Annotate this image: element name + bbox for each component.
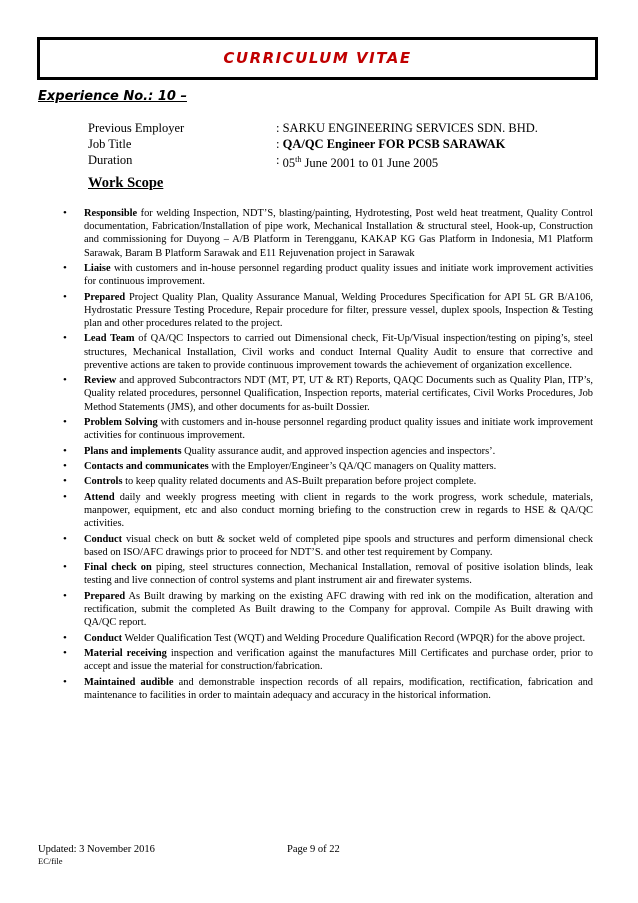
job-title-label: Job Title: [88, 137, 132, 151]
bullet-icon: •: [63, 475, 67, 488]
work-scope-item-lead: Attend: [84, 491, 115, 503]
work-scope-item-lead: Liaise: [84, 263, 111, 274]
work-scope-item-lead: Controls: [84, 476, 123, 488]
work-scope-item: [63, 561, 593, 587]
cv-title-banner: [37, 37, 598, 80]
work-scope-item-text: and demonstrable inspection records of all repairs, modification, rectification, fabrication and maintenance to facilities in order to maintain adequacy and accuracy in the historical information.: [84, 676, 593, 701]
work-scope-item: [63, 632, 593, 645]
bullet-icon: •: [63, 207, 67, 219]
duration-rest: June 2001 to 01 June 2005: [301, 156, 439, 171]
bullet-icon: •: [63, 415, 67, 428]
duration-day: 05: [282, 156, 296, 171]
work-scope-item-lead: Plans and implements: [84, 445, 182, 457]
bullet-icon: •: [63, 646, 67, 659]
cv-title: CURRICULUM VITAE: [223, 49, 412, 67]
work-scope-item-text: for welding Inspection, NDT’S, blasting/painting, Hydrotesting, Post weld heat treatment, Quality Control documentation, Fabrication/Installation of pipe work, Mechanical Installation & structural steel, Hook-up, Construction and commissioning for Duyong – A/B Platform in Terengganu, KAKAP KG Gas Platform in Indonesia, M1 Platform Sarawak, Baram B Platform Sarawak and E11 Rejuvenation project in Sarawak: [84, 208, 593, 259]
employment-info: [88, 120, 538, 171]
work-scope-item-lead: Material receiving: [84, 647, 167, 659]
duration-label: Duration: [88, 153, 133, 167]
bullet-icon: •: [63, 589, 67, 602]
employer-sep: :: [276, 121, 283, 135]
work-scope-item-text: and approved Subcontractors NDT (MT, PT, UT & RT) Reports, QAQC Documents such as Quality Plan, ITP’s, Quality related procedures, personnel Qualification, Inspection reports, material certificates, Civil Works Procedures, Job Method Statements (JMS), and other documents for as-built Dossier.: [84, 375, 593, 413]
work-scope-item: [63, 416, 593, 442]
work-scope-item-lead: Final check on: [84, 562, 152, 574]
duration-day-suffix: th: [295, 155, 302, 164]
work-scope-item: [63, 262, 593, 288]
bullet-icon: •: [63, 262, 67, 274]
work-scope-item: [63, 374, 593, 414]
work-scope-item-lead: Conduct: [84, 632, 123, 644]
work-scope-item-lead: Maintained audible: [84, 676, 174, 688]
work-scope-item-text: inspection and verification against the manufactures Mill Certificates and purchase order, prior to accept and issue the material for construction/fabrication.: [84, 647, 593, 673]
duration-value: [283, 152, 439, 171]
work-scope-item-text: daily and weekly progress meeting with client in regards to the work progress, work schedule, materials, manpower, equipment, etc and also conduct morning briefing to the construction crew in regards to HSE & QA/QC activities.: [84, 491, 593, 530]
info-row-job-title: [88, 136, 538, 152]
employer-value: SARKU ENGINEERING SERVICES SDN. BHD.: [282, 121, 538, 135]
work-scope-item-text: Quality assurance audit, and approved inspection agencies and inspectors’.: [181, 445, 496, 457]
bullet-icon: •: [63, 631, 67, 644]
work-scope-item-text: piping, steel structures connection, Mechanical Installation, removal of positive isolation blinds, leak testing and live connection of control systems and plant instrument air and firewater systems.: [84, 562, 593, 587]
work-scope-item-lead: Contacts and communicates: [84, 460, 209, 472]
work-scope-item-text: Project Quality Plan, Quality Assurance Manual, Welding Procedures Specification for API 5L GR B/A106, Hydrostatic Pressure Testing Procedure, Repair procedure for filter, pressure vessel, duplex spools, Inspection & Testing plan and other procedures related to the project.: [84, 291, 593, 329]
work-scope-item: [63, 475, 593, 488]
experience-heading: Experience No.: 10 –: [38, 89, 187, 104]
work-scope-item: [63, 207, 593, 260]
work-scope-item-text: to keep quality related documents and AS-Built preparation before project complete.: [122, 476, 477, 488]
bullet-icon: •: [63, 332, 67, 345]
bullet-icon: •: [63, 532, 67, 545]
work-scope-item: [63, 676, 593, 702]
footer-file: EC/file: [38, 856, 63, 866]
work-scope-item: [63, 647, 593, 673]
work-scope-item-text: As Built drawing by marking on the existing AFC drawing with red ink on the modification, alteration and rectification, submit the completed As Built drawing to the Company for approval. Compile As Built drawing with QA/QC report.: [84, 590, 593, 629]
info-row-duration: [88, 152, 538, 171]
footer-page-number: Page 9 of 22: [287, 844, 340, 855]
work-scope-item: [63, 460, 593, 473]
work-scope-item-lead: Lead Team: [84, 333, 135, 345]
employer-label: Previous Employer: [88, 121, 185, 135]
work-scope-item-lead: Problem Solving: [84, 416, 158, 428]
bullet-icon: •: [63, 290, 67, 303]
bullet-icon: •: [63, 459, 67, 472]
work-scope-item-lead: Prepared: [84, 291, 126, 303]
work-scope-item-lead: Responsible: [84, 208, 138, 219]
work-scope-item-lead: Review: [84, 375, 117, 387]
bullet-icon: •: [63, 444, 67, 457]
work-scope-item: [63, 332, 593, 372]
work-scope-item-text: with customers and in-house personnel regarding product quality issues and initiate work improvement activities for continuous improvement.: [84, 416, 593, 442]
job-title-sep: :: [276, 137, 283, 151]
bullet-icon: •: [63, 675, 67, 688]
bullet-icon: •: [63, 374, 67, 387]
work-scope-list: [63, 207, 593, 704]
bullet-icon: •: [63, 490, 67, 503]
work-scope-item: [63, 291, 593, 331]
info-row-employer: [88, 120, 538, 136]
work-scope-item: [63, 445, 593, 458]
work-scope-item: [63, 491, 593, 531]
work-scope-item-text: of QA/QC Inspectors to carried out Dimensional check, Fit-Up/Visual inspection/testing on piping’s, steel structures, Mechanical Installation, Civil works and conduct Internal Quality Audit to ensure that corrective and preventive actions are taken to provide continuous improvement towards the achievement of organization excellence.: [84, 333, 594, 371]
work-scope-item-text: with the Employer/Engineer’s QA/QC managers on Quality matters.: [208, 460, 497, 472]
work-scope-item: [63, 590, 593, 630]
job-title-value: QA/QC Engineer FOR PCSB SARAWAK: [282, 137, 506, 151]
work-scope-heading: Work Scope: [88, 175, 164, 191]
work-scope-item-lead: Conduct: [84, 533, 123, 545]
work-scope-item-text: visual check on butt & socket weld of completed pipe spools and structures and perform dimensional check based on ISO/AFC drawings prior to proceed for NDT’S. and other test requirement by Company.: [84, 533, 593, 558]
work-scope-item-lead: Prepared: [84, 590, 126, 602]
work-scope-item: [63, 533, 593, 559]
footer-updated: Updated: 3 November 2016: [38, 844, 155, 855]
work-scope-item-text: with customers and in-house personnel regarding product quality issues and initiate work improvement activities for continuous improvement.: [84, 263, 593, 288]
bullet-icon: •: [63, 561, 67, 574]
duration-sep: :: [276, 153, 283, 167]
work-scope-item-text: Welder Qualification Test (WQT) and Welding Procedure Qualification Record (WPQR) for the above project.: [122, 632, 586, 644]
